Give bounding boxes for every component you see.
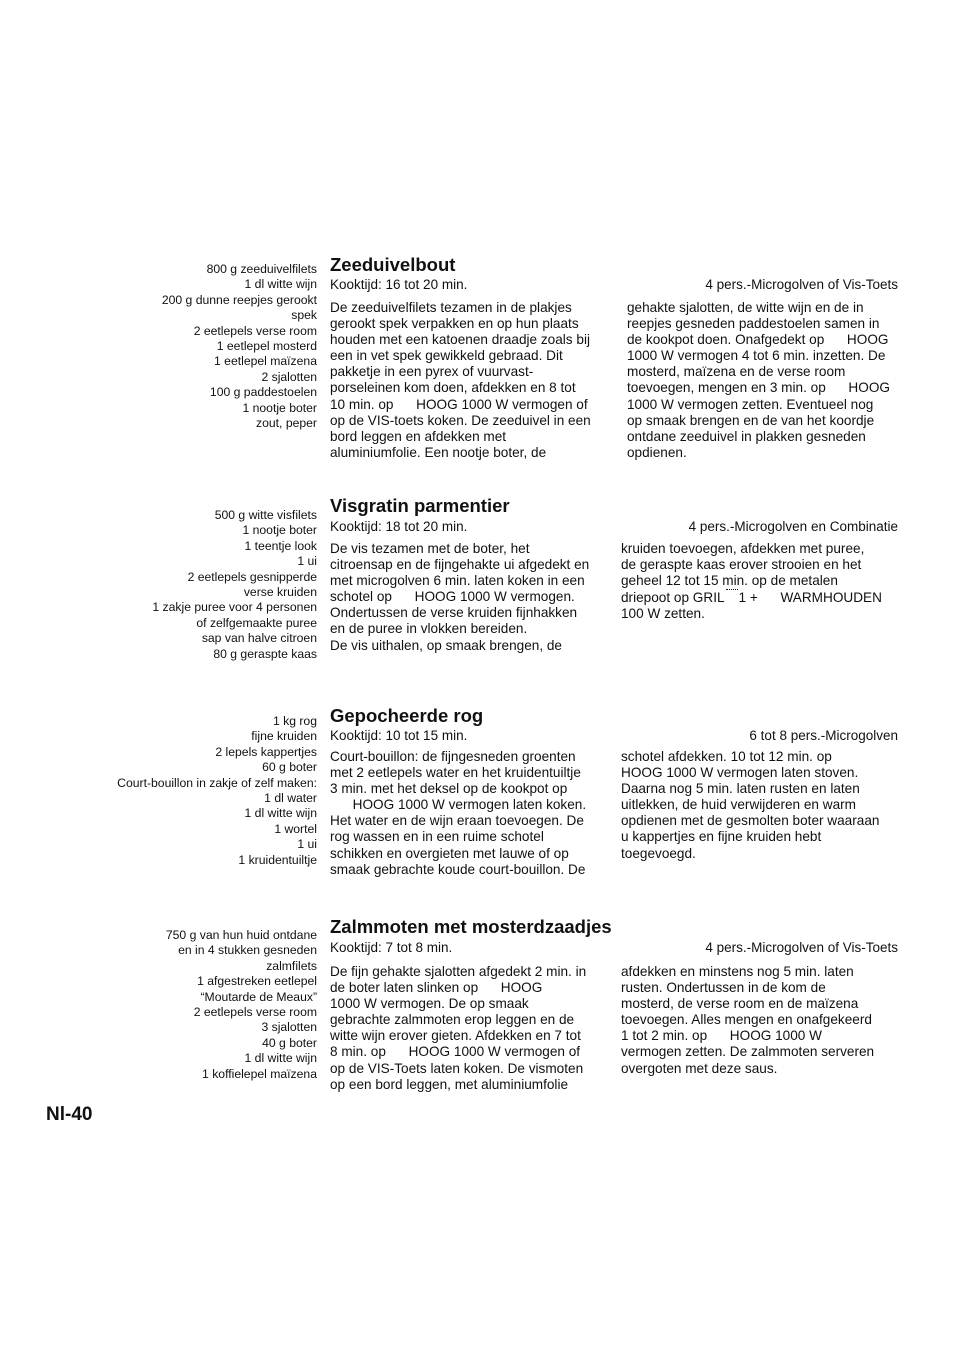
ingredient: zalmfilets xyxy=(266,958,317,973)
ingredient: 500 g witte visfilets xyxy=(214,508,317,522)
ingredient-list xyxy=(57,928,317,1082)
text-line: opdienen met de gesmolten boter waaraan xyxy=(621,813,880,829)
cook-time: Kooktijd: 7 tot 8 min. xyxy=(330,940,453,955)
ingredient: 1 koffielepel maïzena xyxy=(202,1066,317,1081)
ingredient: verse kruiden xyxy=(243,585,317,600)
ingredient: 1 afgestreken eetlepel xyxy=(197,974,317,989)
recipe-title: Gepocheerde rog xyxy=(330,705,484,726)
ingredient: sap van halve citroen xyxy=(201,631,317,646)
ingredient: 1 eetlepel mosterd xyxy=(216,339,317,354)
text-line: schotel op HOOG 1000 W vermogen. xyxy=(330,589,575,605)
instructions-column-2 xyxy=(627,300,917,461)
ingredient: 1 nootje boter xyxy=(242,523,317,538)
page-number: Nl-40 xyxy=(46,1104,93,1125)
text-line: Court-bouillon: de fijngesneden groenten xyxy=(330,749,576,764)
text-line: rog wassen en in een ruime schotel xyxy=(330,829,544,845)
ingredient: 2 eetlepels gesnipperde xyxy=(187,569,317,584)
servings: 4 pers.-Microgolven of Vis-Toets xyxy=(705,277,898,292)
text-line: porseleinen kom doen, afdekken en 8 tot xyxy=(330,380,576,396)
text-line: aluminiumfolie. Een nootje boter, de xyxy=(330,444,547,460)
text-line: 3 min. met het deksel op de kookpot op xyxy=(330,781,568,797)
text-line: schotel afdekken. 10 tot 12 min. op xyxy=(621,749,832,764)
text-line: afdekken en minstens nog 5 min. laten xyxy=(621,964,854,979)
instructions-column-1 xyxy=(330,749,615,878)
ingredient: spek xyxy=(291,308,317,323)
instructions-column-2 xyxy=(621,749,911,862)
ingredient: zout, peper xyxy=(256,416,317,431)
text-line: De zeeduivelfilets tezamen in de plakjes xyxy=(330,300,572,315)
text-line: Het water en de wijn eraan toevoegen. De xyxy=(330,813,584,829)
ingredient: 80 g geraspte kaas xyxy=(213,646,317,661)
ingredient: 1 eetlepel maïzena xyxy=(214,354,317,369)
ingredient: 750 g van hun huid ontdane xyxy=(165,928,317,942)
servings: 4 pers.-Microgolven en Combinatie xyxy=(688,519,898,534)
text-line: toevoegen, mengen en 3 min. op HOOG xyxy=(627,380,890,396)
text-line: gebrachte zalmmoten erop leggen en de xyxy=(330,1012,575,1028)
text-line: kruiden toevoegen, afdekken met puree, xyxy=(621,541,865,556)
text-line: met microgolven 6 min. laten koken in een xyxy=(330,573,585,589)
text-line: citroensap en de fijngehakte ui afgedekt en xyxy=(330,557,590,573)
text-line: witte wijn erover gieten. Afdekken en 7 tot xyxy=(330,1028,581,1044)
ingredient: 1 ui xyxy=(297,554,317,569)
ingredient: 1 zakje puree voor 4 personen xyxy=(152,600,317,615)
text-line: 10 min. op HOOG 1000 W vermogen of xyxy=(330,396,588,412)
cook-time: Kooktijd: 10 tot 15 min. xyxy=(330,728,468,743)
text-line: toegevoegd. xyxy=(621,845,696,861)
text-line: de kookpot doen. Onafgedekt op HOOG xyxy=(627,332,889,348)
text-line: schikken en overgieten met lauwe of op xyxy=(330,845,569,861)
ingredient-list xyxy=(57,714,317,868)
ingredient: 1 ui xyxy=(297,837,317,852)
text-line: 1000 W vermogen 4 tot 6 min. inzetten. De xyxy=(627,348,886,364)
ingredient: 100 g paddestoelen xyxy=(209,385,317,400)
text-span: 1 + WARMHOUDEN xyxy=(738,590,882,606)
ingredient: 1 kg rog xyxy=(272,714,317,728)
text-line: De vis tezamen met de boter, het xyxy=(330,541,530,556)
text-line: ontdane zeeduivel in plakken gesneden xyxy=(627,428,866,444)
ingredient: Court-bouillon in zakje of zelf maken: xyxy=(117,775,317,790)
instructions-column-2 xyxy=(621,541,911,622)
recipe-title: Zeeduivelbout xyxy=(330,254,456,275)
text-line: gehakte sjalotten, de witte wijn en de in xyxy=(627,300,864,315)
text-line: pakketje in een pyrex of vuurvast- xyxy=(330,364,534,380)
ingredient: 3 sjalotten xyxy=(261,1020,317,1035)
text-line: overgoten met deze saus. xyxy=(621,1060,778,1076)
instructions-column-1 xyxy=(330,541,615,654)
ingredient: en in 4 stukken gesneden xyxy=(178,943,317,958)
grill-icon xyxy=(726,589,738,600)
ingredient: “Moutarde de Meaux” xyxy=(200,989,317,1004)
text-line: gerookt spek verpakken en op hun plaats xyxy=(330,316,579,332)
cook-time: Kooktijd: 18 tot 20 min. xyxy=(330,519,468,534)
servings: 6 tot 8 pers.-Microgolven xyxy=(749,728,898,743)
ingredient: 2 eetlepels verse room xyxy=(193,323,317,338)
text-line: rusten. Ondertussen in de kom de xyxy=(621,980,826,996)
instructions-column-1 xyxy=(330,300,615,461)
text-line: op de VIS-toets koken. De zeeduivel in een xyxy=(330,412,591,428)
text-line: houden met een katoenen draadje zoals bij xyxy=(330,332,590,348)
ingredient: 1 nootje boter xyxy=(242,400,317,415)
text-line: een in vet spek gewikkeld gebraad. Dit xyxy=(330,348,563,364)
text-line: Daarna nog 5 min. laten rusten en laten xyxy=(621,781,860,797)
text-line: mosterd, maïzena en de verse room xyxy=(627,364,846,380)
text-line: vermogen zetten. De zalmmoten serveren xyxy=(621,1044,875,1060)
ingredient: 2 sjalotten xyxy=(261,369,317,384)
ingredient: 200 g dunne reepjes gerookt xyxy=(161,292,317,307)
text-line: De vis uithalen, op smaak brengen, de xyxy=(330,637,562,653)
ingredient: of zelfgemaakte puree xyxy=(196,615,317,630)
text-line: 1 tot 2 min. op HOOG 1000 W xyxy=(621,1028,822,1044)
text-line: en de puree in vlokken bereiden. xyxy=(330,621,528,637)
ingredient: 1 wortel xyxy=(274,821,317,836)
ingredient: 1 dl witte wijn xyxy=(244,1051,317,1066)
text-line: u kappertjes en fijne kruiden hebt xyxy=(621,829,822,845)
text-line: 8 min. op HOOG 1000 W vermogen of xyxy=(330,1044,581,1060)
text-line: geheel 12 tot 15 min. op de metalen xyxy=(621,573,838,589)
text-line: de boter laten slinken op HOOG xyxy=(330,980,543,996)
ingredient: fijne kruiden xyxy=(251,729,317,744)
text-line xyxy=(621,589,911,606)
ingredient: 800 g zeeduivelfilets xyxy=(206,262,317,276)
text-line: uitlekken, de huid verwijderen en warm xyxy=(621,797,856,813)
text-line: opdienen. xyxy=(627,444,687,460)
text-span: driepoot op GRIL xyxy=(621,590,725,606)
ingredient: 2 eetlepels verse room xyxy=(193,1005,317,1020)
ingredient: 40 g boter xyxy=(262,1035,317,1050)
ingredient-list xyxy=(57,262,317,431)
text-line: smaak gebrachte koude court-bouillon. De xyxy=(330,861,586,877)
text-line: 1000 W vermogen zetten. Eventueel nog xyxy=(627,396,874,412)
text-line: 1000 W vermogen. De op smaak xyxy=(330,996,529,1012)
text-line: reepjes gesneden paddestoelen samen in xyxy=(627,316,880,332)
instructions-column-2 xyxy=(621,964,911,1077)
ingredient: 1 dl witte wijn xyxy=(244,806,317,821)
text-line: 100 W zetten. xyxy=(621,606,705,622)
ingredient: 1 teentje look xyxy=(244,538,317,553)
text-line: toevoegen. Alles mengen en onafgekeerd xyxy=(621,1012,872,1028)
text-line: HOOG 1000 W vermogen laten koken. xyxy=(330,797,587,813)
text-line: De fijn gehakte sjalotten afgedekt 2 min. in xyxy=(330,964,587,979)
servings: 4 pers.-Microgolven of Vis-Toets xyxy=(705,940,898,955)
ingredient: 2 lepels kappertjes xyxy=(215,744,317,759)
text-line: op de VIS-Toets laten koken. De vismoten xyxy=(330,1060,584,1076)
ingredient: 1 dl water xyxy=(264,791,317,806)
text-line: mosterd, de verse room en de maïzena xyxy=(621,996,859,1012)
text-line: de geraspte kaas erover strooien en het xyxy=(621,557,862,573)
instructions-column-1 xyxy=(330,964,615,1093)
text-line: Ondertussen de verse kruiden fijnhakken xyxy=(330,605,578,621)
text-line: op een bord leggen, met aluminiumfolie xyxy=(330,1076,569,1092)
ingredient-list xyxy=(57,508,317,662)
ingredient: 60 g boter xyxy=(262,760,317,775)
cook-time: Kooktijd: 16 tot 20 min. xyxy=(330,277,468,292)
recipe-title: Visgratin parmentier xyxy=(330,495,510,516)
text-line: HOOG 1000 W vermogen laten stoven. xyxy=(621,765,859,781)
ingredient: 1 dl witte wijn xyxy=(244,277,317,292)
text-line: bord leggen en afdekken met xyxy=(330,428,507,444)
ingredient: 1 kruidentuiltje xyxy=(238,852,317,867)
recipe-title: Zalmmoten met mosterdzaadjes xyxy=(330,916,612,937)
text-line: met 2 eetlepels water en het kruidentuiltje xyxy=(330,765,581,781)
text-line: op smaak brengen en de van het koordje xyxy=(627,412,875,428)
